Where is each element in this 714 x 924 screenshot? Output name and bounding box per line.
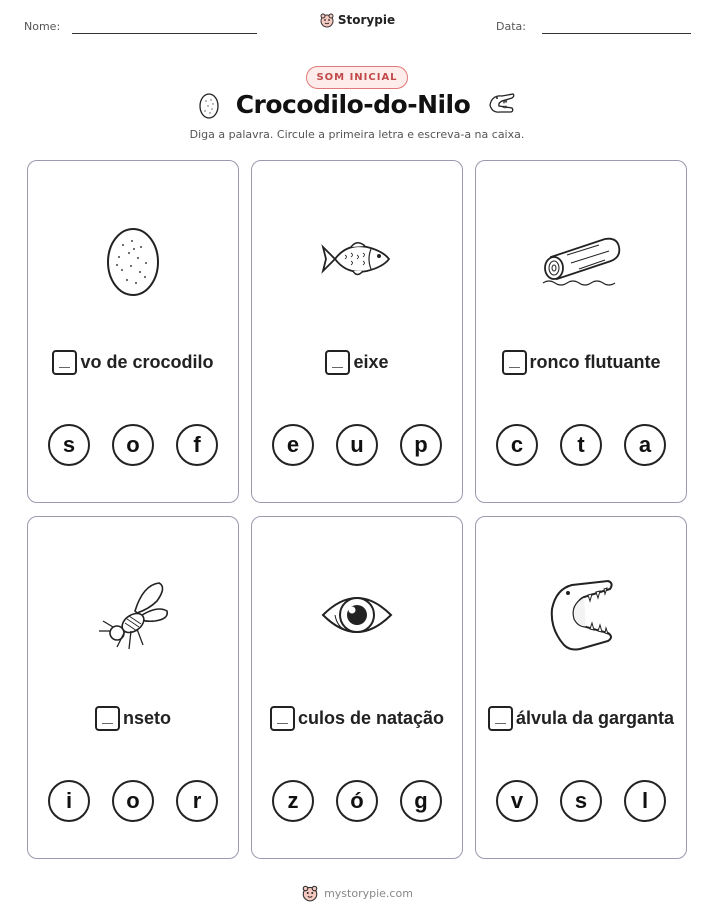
- answer-box[interactable]: [502, 350, 527, 375]
- card-6: [475, 516, 687, 859]
- letter-choice[interactable]: a: [624, 424, 666, 466]
- word-label: álvula da garganta: [515, 708, 675, 728]
- footer-url[interactable]: mystorypie.com: [324, 886, 413, 900]
- sound-badge: SOM INICIAL: [306, 66, 407, 89]
- letter-choice[interactable]: f: [176, 424, 218, 466]
- egg-icon: [198, 91, 220, 119]
- letter-choice[interactable]: r: [176, 780, 218, 822]
- letter-choice[interactable]: i: [48, 780, 90, 822]
- letter-choice[interactable]: g: [400, 780, 442, 822]
- answer-box[interactable]: [95, 706, 120, 731]
- name-line[interactable]: [72, 33, 257, 34]
- name-label: Nome:: [24, 20, 61, 33]
- page-title: Crocodilo-do-Nilo: [235, 90, 471, 119]
- word-label: nseto: [122, 708, 171, 728]
- word-label: culos de natação: [297, 708, 445, 728]
- letter-choice[interactable]: ó: [336, 780, 378, 822]
- letter-choice[interactable]: l: [624, 780, 666, 822]
- answer-box[interactable]: [325, 350, 350, 375]
- log-icon: [539, 233, 623, 289]
- letter-choice[interactable]: o: [112, 780, 154, 822]
- crocodile-mouth-icon: [546, 579, 616, 653]
- brand-logo: [0, 12, 714, 28]
- fly-icon: [95, 579, 171, 655]
- card-4: [27, 516, 239, 859]
- date-line[interactable]: [542, 33, 691, 34]
- letter-choice[interactable]: v: [496, 780, 538, 822]
- footer: [0, 884, 714, 902]
- storypie-mascot-icon: [301, 884, 319, 902]
- letter-choice[interactable]: s: [48, 424, 90, 466]
- word-label: vo de crocodilo: [80, 352, 214, 372]
- letter-choice[interactable]: z: [272, 780, 314, 822]
- letter-choice[interactable]: e: [272, 424, 314, 466]
- answer-box[interactable]: [488, 706, 513, 731]
- storypie-mascot-icon: [319, 12, 335, 28]
- letter-choice[interactable]: p: [400, 424, 442, 466]
- letter-choice[interactable]: s: [560, 780, 602, 822]
- card-1: [27, 160, 239, 503]
- eye-icon: [321, 587, 393, 643]
- answer-box[interactable]: [270, 706, 295, 731]
- word-label: ronco flutuante: [529, 352, 661, 372]
- word-label: eixe: [353, 352, 389, 372]
- card-3: [475, 160, 687, 503]
- card-5: [251, 516, 463, 859]
- instructions: Diga a palavra. Circule a primeira letra e escreva-a na caixa.: [189, 128, 525, 141]
- letter-choice[interactable]: c: [496, 424, 538, 466]
- letter-choice[interactable]: o: [112, 424, 154, 466]
- card-2: [251, 160, 463, 503]
- brand-name: Storypie: [337, 13, 396, 27]
- crocodile-head-icon: [486, 91, 516, 119]
- answer-box[interactable]: [52, 350, 77, 375]
- date-label: Data:: [496, 20, 526, 33]
- letter-choice[interactable]: t: [560, 424, 602, 466]
- egg-icon: [105, 225, 161, 297]
- letter-choice[interactable]: u: [336, 424, 378, 466]
- fish-icon: [321, 237, 393, 281]
